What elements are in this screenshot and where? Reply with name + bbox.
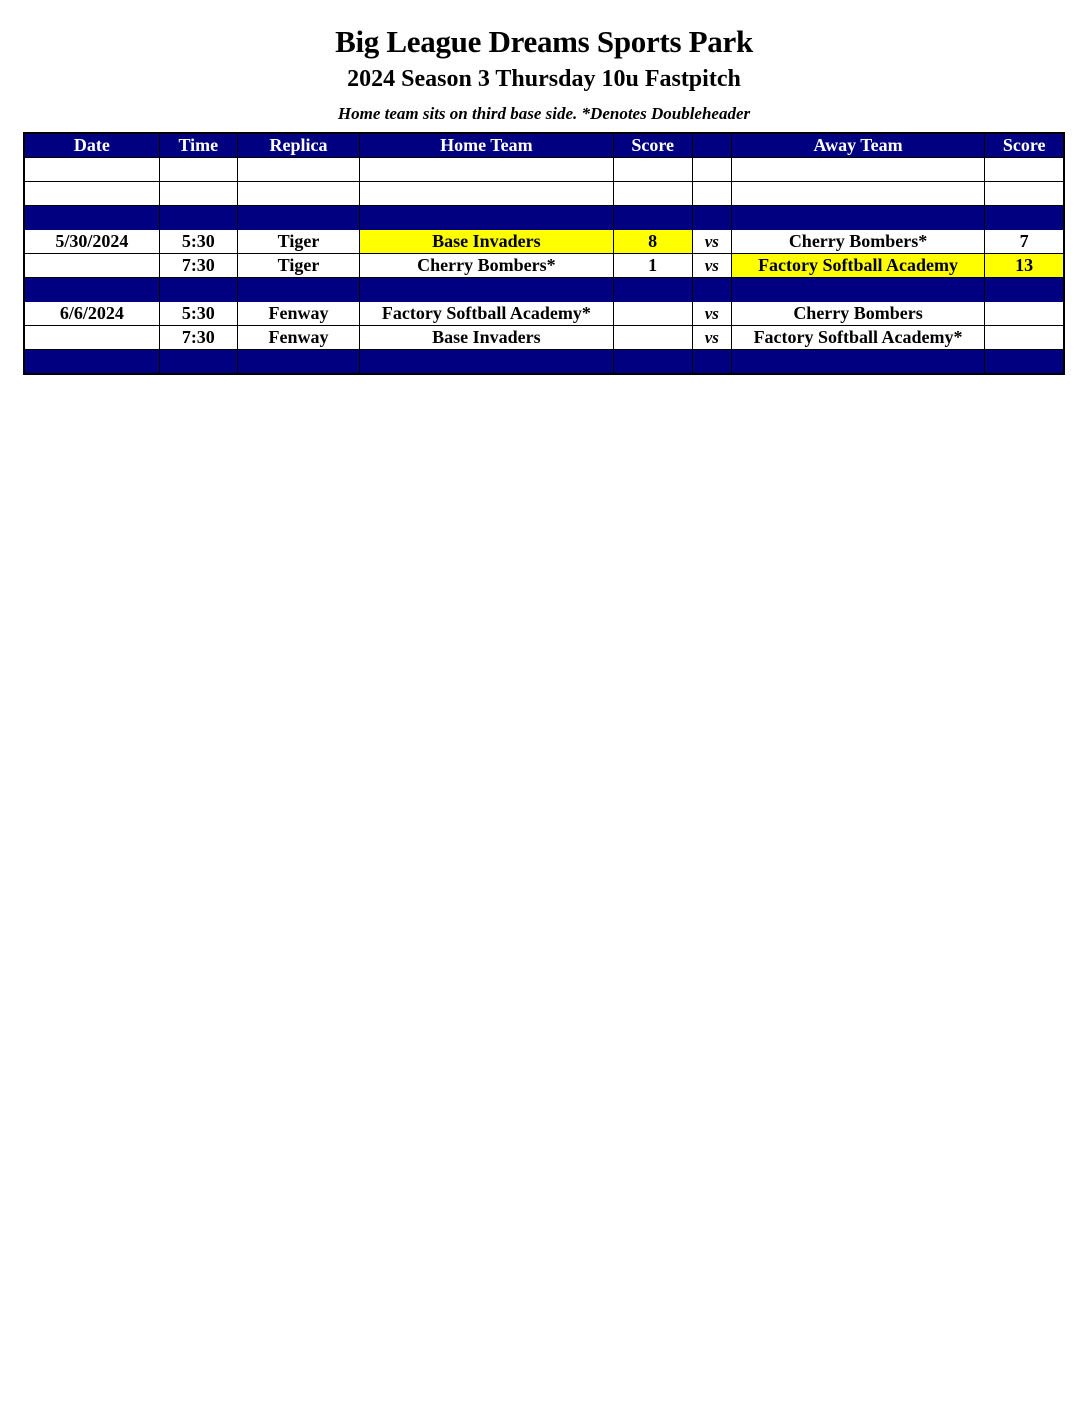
doubleheader-note: Home team sits on third base side. *Denotes Doubleheader: [337, 104, 751, 123]
versus-label: vs: [692, 326, 731, 350]
game-replica-field: Fenway: [237, 326, 359, 350]
week-separator-band: [24, 206, 1064, 230]
game-date: 6/6/2024: [24, 302, 159, 326]
home-team: Cherry Bombers*: [360, 254, 613, 278]
column-header-date: Date: [24, 133, 159, 158]
empty-row: [24, 182, 1064, 206]
home-team: Base Invaders: [360, 230, 613, 254]
home-score: [613, 302, 692, 326]
schedule-table: [23, 132, 1065, 375]
away-team: Factory Softball Academy: [731, 254, 984, 278]
column-header-home-team: Home Team: [360, 133, 613, 158]
page-subtitle: 2024 Season 3 Thursday 10u Fastpitch: [347, 66, 741, 92]
versus-label: vs: [692, 254, 731, 278]
away-score: [985, 302, 1064, 326]
home-team: Factory Softball Academy*: [360, 302, 613, 326]
game-replica-field: Fenway: [237, 302, 359, 326]
home-team: Base Invaders: [360, 326, 613, 350]
game-date: 5/30/2024: [24, 230, 159, 254]
game-time: 5:30: [159, 230, 237, 254]
away-score: 13: [985, 254, 1064, 278]
home-score: [613, 326, 692, 350]
empty-row: [24, 158, 1064, 182]
game-time: 5:30: [159, 302, 237, 326]
away-score: [985, 326, 1064, 350]
game-time: 7:30: [159, 254, 237, 278]
game-row: [24, 302, 1064, 326]
game-date: [24, 254, 159, 278]
game-row: [24, 326, 1064, 350]
home-score: 8: [613, 230, 692, 254]
game-row: [24, 254, 1064, 278]
week-separator-band: [24, 350, 1064, 375]
column-header-time: Time: [159, 133, 237, 158]
game-date: [24, 326, 159, 350]
header-row: [24, 133, 1064, 158]
column-header-home-score: Score: [613, 133, 692, 158]
versus-label: vs: [692, 230, 731, 254]
page-title: Big League Dreams Sports Park: [335, 24, 753, 59]
column-header-away-score: Score: [985, 133, 1064, 158]
away-team: Factory Softball Academy*: [731, 326, 984, 350]
away-score: 7: [985, 230, 1064, 254]
column-header-vs: [692, 133, 731, 158]
game-row: [24, 230, 1064, 254]
column-header-away-team: Away Team: [731, 133, 984, 158]
versus-label: vs: [692, 302, 731, 326]
home-score: 1: [613, 254, 692, 278]
away-team: Cherry Bombers: [731, 302, 984, 326]
game-time: 7:30: [159, 326, 237, 350]
game-replica-field: Tiger: [237, 254, 359, 278]
game-replica-field: Tiger: [237, 230, 359, 254]
week-separator-band: [24, 278, 1064, 302]
column-header-replica: Replica: [237, 133, 359, 158]
away-team: Cherry Bombers*: [731, 230, 984, 254]
